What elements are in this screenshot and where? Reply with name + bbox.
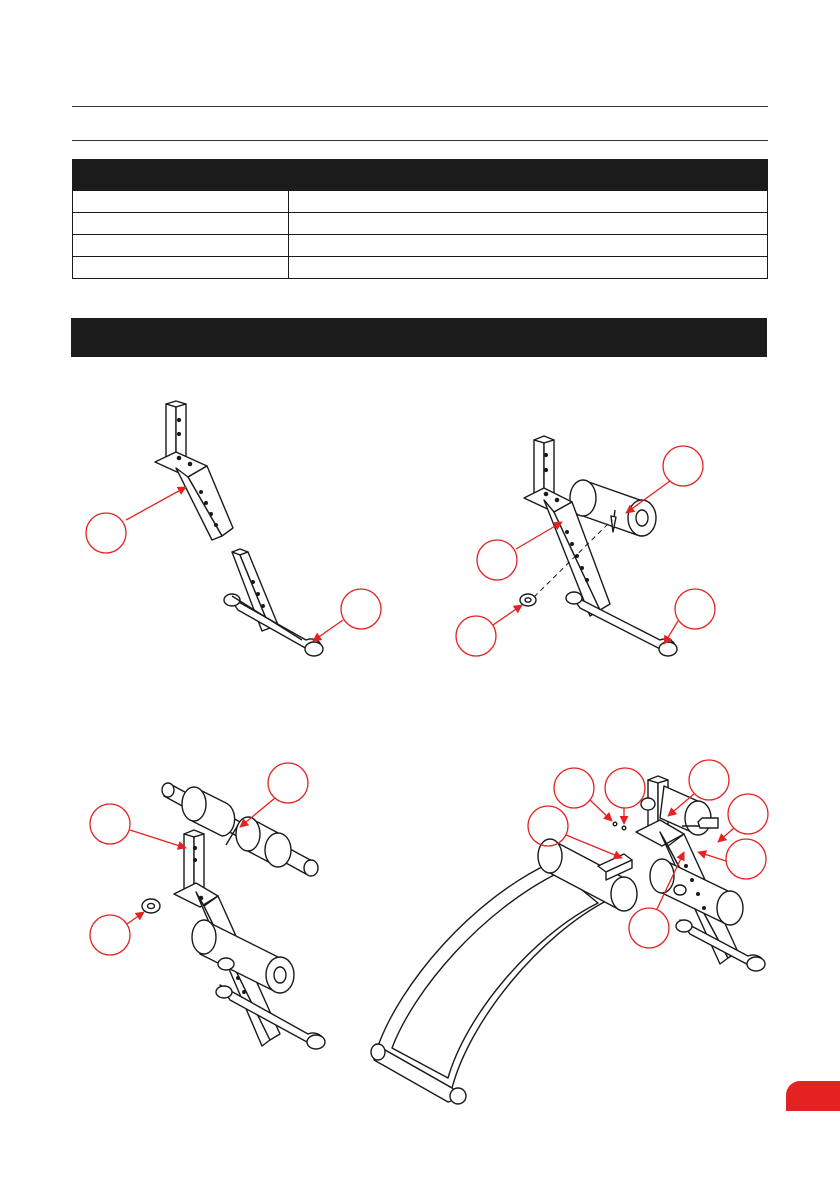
page-number-tab xyxy=(786,1081,840,1111)
callout-arrow xyxy=(127,912,144,924)
callout-circle xyxy=(675,589,715,629)
step-1-diagram xyxy=(155,401,323,656)
callout-circle xyxy=(726,839,766,879)
callout-circle xyxy=(341,589,381,629)
callout-circle xyxy=(477,540,517,580)
callout-circle xyxy=(663,446,703,486)
upright-post-part xyxy=(155,401,233,540)
sit-up-bench-part xyxy=(371,839,637,1104)
base-frame-part xyxy=(566,592,677,656)
callout-circle xyxy=(90,804,130,844)
callout-arrow xyxy=(516,522,562,549)
callout-arrow xyxy=(130,830,186,848)
step-3-diagram xyxy=(142,783,325,1049)
callout-circle xyxy=(86,513,126,553)
step-1-callouts xyxy=(86,487,381,641)
knob-part xyxy=(142,899,160,913)
callout-circle xyxy=(456,616,496,656)
callout-arrow xyxy=(493,605,522,625)
upright-post-part xyxy=(524,436,610,616)
base-frame-part xyxy=(224,549,323,656)
foam-roller-part xyxy=(570,480,656,536)
callout-arrow xyxy=(718,828,734,842)
callout-circle xyxy=(629,908,669,948)
callout-circle xyxy=(689,760,729,800)
callout-arrow xyxy=(126,487,186,520)
assembled-frame-part xyxy=(636,776,765,971)
knob-part xyxy=(520,594,536,606)
callout-circle xyxy=(554,768,594,808)
callout-circle xyxy=(268,763,308,803)
callout-circle xyxy=(605,768,645,808)
callout-arrow xyxy=(313,620,343,641)
callout-arrow xyxy=(590,800,612,821)
callout-circle xyxy=(90,915,130,955)
step-2-diagram xyxy=(520,436,677,656)
callout-arrow xyxy=(698,852,726,861)
